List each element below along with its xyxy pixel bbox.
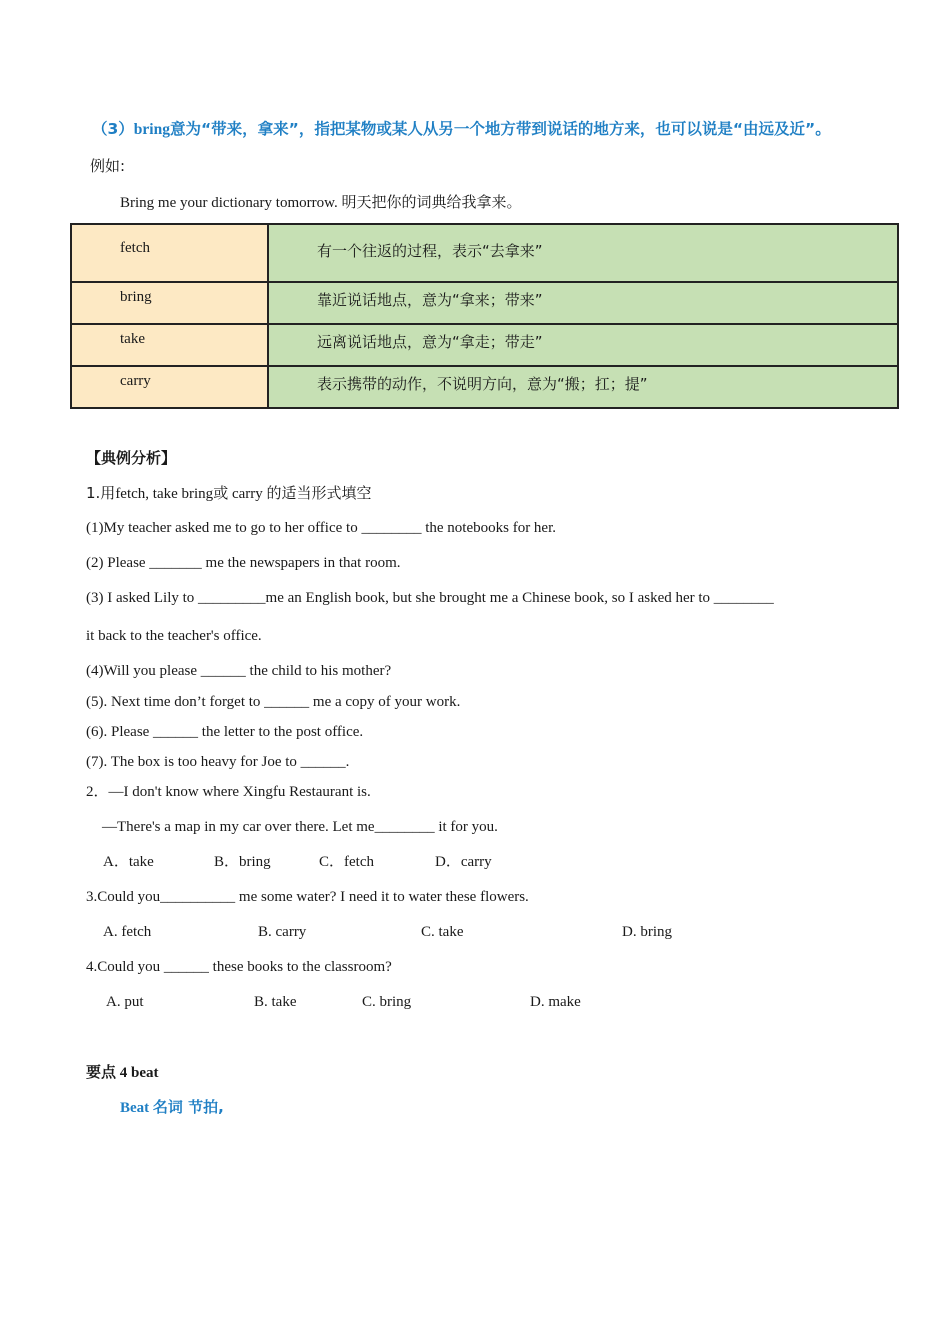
table-row (71, 282, 898, 324)
question-1-item: (4)Will you please ______ the child to his mother? (86, 663, 392, 679)
prompt-tail: 的适当形式填空 (266, 484, 372, 502)
table-row (71, 366, 898, 408)
prompt-or: 或 (213, 484, 229, 502)
table-cell-desc: 有一个往返的过程，表示“去拿来” (268, 224, 898, 282)
question-1-item: (2) Please _______ me the newspapers in that room. (86, 555, 401, 571)
example-sentence (120, 192, 522, 213)
prompt-words: fetch, take bring (115, 486, 214, 502)
question-3-option-b: B. carry (258, 924, 307, 940)
question-1-item: (3) I asked Lily to _________me an English book, but she brought me a Chinese book, so I asked her to ________ (86, 590, 774, 606)
table-cell-word: take (71, 324, 268, 366)
question-4-option-d: D. make (530, 994, 581, 1010)
prompt-number: 1.用 (86, 484, 116, 502)
point-4-title-rest: 4 beat (119, 1065, 159, 1081)
point-4-sub-word: Beat (120, 1100, 150, 1116)
question-2-option-c: C．fetch (319, 854, 374, 870)
table-cell-desc: 靠近说话地点，意为“拿来；带来” (268, 282, 898, 324)
question-4-option-b: B. take (254, 994, 297, 1010)
section-heading (92, 119, 831, 140)
point-4-title (86, 1062, 159, 1083)
table-cell-word: carry (71, 366, 268, 408)
question-2-option-b: B．bring (214, 854, 271, 870)
table-cell-desc: 远离说话地点，意为“拿走；带走” (268, 324, 898, 366)
question-3-option-a: A. fetch (103, 924, 152, 940)
example-english: Bring me your dictionary tomorrow. (120, 195, 338, 211)
question-2-line-2: —There's a map in my car over there. Let me________ it for you. (102, 819, 498, 835)
heading-word: bring (133, 121, 170, 138)
question-4-option-a: A. put (106, 994, 144, 1010)
example-label: 例如: (90, 157, 126, 175)
question-2-line-1: 2．—I don't know where Xingfu Restaurant is. (86, 784, 371, 800)
heading-text: 意为“带来，拿来”，指把某物或某人从另一个地方带到说话的地方来，也可以说是“由远及近”。 (169, 120, 831, 138)
table-cell-desc: 表示携带的动作，不说明方向，意为“搬；扛；提” (268, 366, 898, 408)
question-3-line: 3.Could you__________ me some water? I need it to water these flowers. (86, 889, 529, 905)
question-1-item: (1)My teacher asked me to go to her office to ________ the notebooks for her. (86, 520, 557, 536)
question-2-option-d: D．carry (435, 854, 492, 870)
question-3-option-d: D. bring (622, 924, 672, 940)
table-cell-word: fetch (71, 224, 268, 282)
table-cell-word: bring (71, 282, 268, 324)
prompt-carry: carry (231, 486, 263, 502)
question-1-item: (7). The box is too heavy for Joe to ______. (86, 754, 350, 770)
analysis-title: 【典例分析】 (86, 449, 177, 467)
point-4-subtitle (120, 1097, 224, 1118)
table-row (71, 324, 898, 366)
question-1-item: (5). Next time don’t forget to ______ me a copy of your work. (86, 694, 461, 710)
question-2-option-a: A．take (103, 854, 154, 870)
question-4-option-c: C. bring (362, 994, 412, 1010)
question-3-option-c: C. take (421, 924, 464, 940)
point-4-sub-cn: 名词 节拍, (152, 1098, 224, 1116)
table-row (71, 224, 898, 282)
point-4-title-cn: 要点 (86, 1063, 117, 1081)
example-chinese: 明天把你的词典给我拿来。 (341, 193, 522, 211)
question-1-prompt (86, 483, 372, 504)
verb-comparison-table (70, 223, 899, 409)
question-1-item-continued: it back to the teacher's office. (86, 628, 262, 644)
question-4-line: 4.Could you ______ these books to the classroom? (86, 959, 392, 975)
heading-number: （3） (92, 120, 134, 138)
question-1-item: (6). Please ______ the letter to the post office. (86, 724, 364, 740)
